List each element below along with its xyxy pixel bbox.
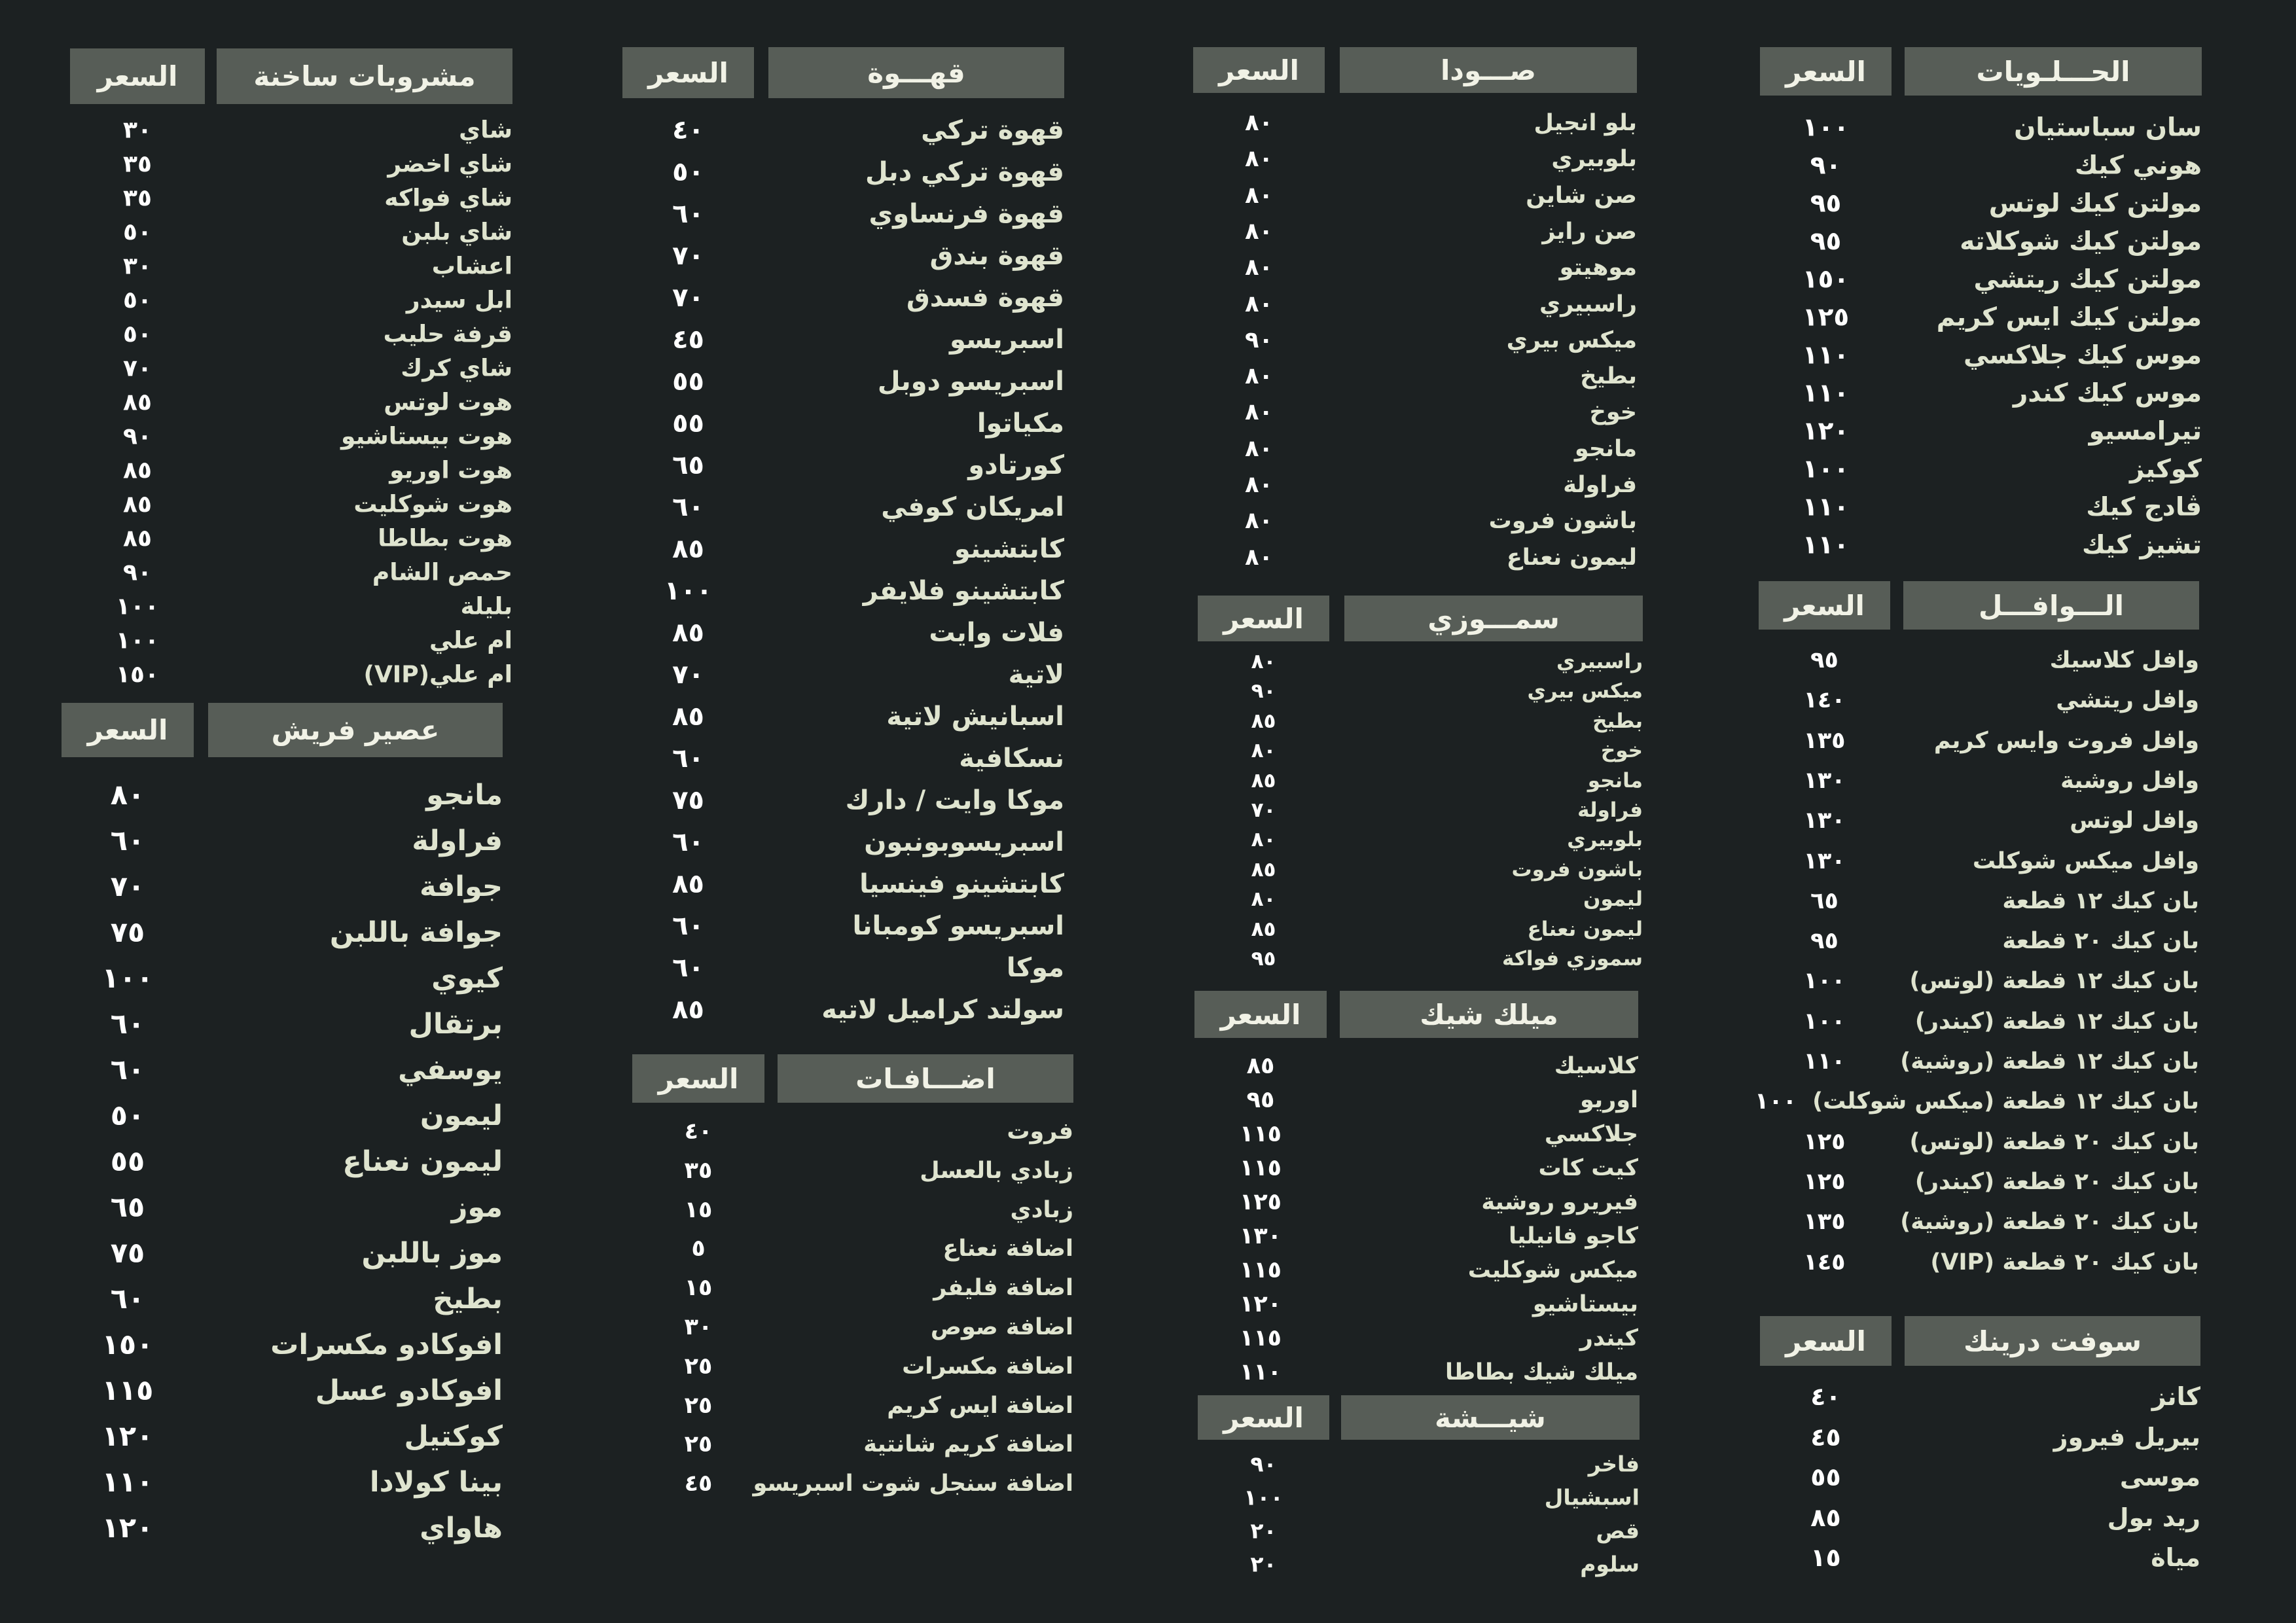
- menu-item-name: ليمون نعناع: [1506, 544, 1637, 571]
- menu-item-name: اعشاب: [431, 253, 512, 280]
- price-column-header: السعر: [622, 47, 754, 98]
- menu-item-name: بطيخ: [1580, 363, 1637, 390]
- menu-item-price: ٨٠: [1245, 218, 1273, 245]
- menu-item-price: ٨٥: [123, 491, 152, 518]
- menu-item-price: ٨٠: [1245, 399, 1273, 426]
- menu-item-name: فلات وايت: [929, 618, 1064, 648]
- menu-item-name: قرفة حليب: [383, 321, 512, 348]
- menu-item-name: هوت لوتس: [384, 389, 512, 416]
- menu-item-price: ٧٠: [672, 660, 704, 690]
- menu-item-price: ٨٠: [1245, 110, 1273, 136]
- menu-item-price: ١٠٠: [1802, 113, 1850, 143]
- menu-item-name: صن رايز: [1542, 218, 1637, 245]
- menu-item-price: ٩٥: [1251, 947, 1276, 971]
- menu-item-name: ام علي(VIP): [363, 661, 512, 688]
- menu-item-name: مكياتوا: [977, 408, 1064, 438]
- menu-item-name: جوافة: [420, 870, 503, 903]
- menu-item-name: موس كيك جلاكسي: [1963, 340, 2202, 370]
- menu-item-price: ١١٥: [101, 1374, 154, 1407]
- menu-item-name: قهوة فسدق: [906, 283, 1064, 313]
- menu-item-name: بليلة: [460, 593, 512, 620]
- menu-item-price: ٨٥: [672, 618, 704, 648]
- price-column-header: السعر: [1198, 596, 1329, 641]
- menu-item-price: ١١٠: [1802, 378, 1850, 408]
- menu-item-price: ٨٠: [1245, 255, 1273, 281]
- menu-item-price: ١٥: [684, 1196, 713, 1223]
- menu-item-name: شاي فواكه: [384, 185, 512, 212]
- section-title: الحـــلـويات: [1905, 47, 2202, 96]
- menu-item-price: ٥٠: [123, 287, 152, 314]
- menu-item-name: بان كيك ١٢ قطعة (كيندر): [1914, 1008, 2199, 1035]
- menu-item-name: نسكافية: [959, 743, 1064, 774]
- menu-item-price: ٧٠: [1251, 798, 1276, 822]
- price-column-header: السعر: [1759, 581, 1890, 630]
- price-column-header: السعر: [1194, 991, 1327, 1038]
- menu-item-name: بان كيك ٢٠ قطعة (VIP): [1930, 1249, 2199, 1275]
- menu-item-name: مولتن كيك شوكلاته: [1960, 226, 2202, 257]
- menu-item-price: ١٣٥: [1803, 727, 1846, 754]
- menu-item-name: اضافة مكسرات: [902, 1353, 1073, 1380]
- menu-item-name: موز باللبن: [361, 1237, 503, 1270]
- menu-item-name: مانجو: [426, 779, 503, 812]
- menu-item-price: ١٣٠: [1803, 767, 1846, 794]
- menu-item-name: وافل لوتس: [2070, 808, 2199, 834]
- menu-item-price: ١٠٠: [1244, 1484, 1283, 1510]
- menu-item-price: ٨٥: [1251, 709, 1276, 733]
- menu-item-name: كابتشينو: [954, 534, 1064, 564]
- menu-item-price: ٨٥: [672, 995, 704, 1025]
- menu-item-price: ١٤٠: [1803, 687, 1846, 714]
- menu-item-price: ٧٠: [672, 283, 704, 313]
- menu-item-name: شاي اخضر: [387, 151, 512, 178]
- menu-item-name: تشيز كيك: [2081, 530, 2202, 560]
- menu-item-price: ٦٥: [672, 450, 704, 480]
- menu-item-price: ٢٠: [1250, 1551, 1277, 1577]
- menu-item-name: زبادي بالعسل: [920, 1157, 1073, 1184]
- menu-item-name: فراولة: [1563, 472, 1637, 498]
- menu-item-price: ١٣٠: [1239, 1223, 1282, 1249]
- menu-item-price: ٦٠: [110, 825, 145, 857]
- menu-item-price: ١٠٠: [116, 593, 159, 620]
- menu-item-price: ٩٥: [1810, 928, 1839, 955]
- menu-item-price: ٨٥: [1251, 857, 1276, 882]
- menu-item-name: وافل روشية: [2060, 767, 2199, 794]
- menu-item-name: بان كيك ١٢ قطعة (لوتس): [1909, 968, 2199, 995]
- menu-item-name: كيت كات: [1538, 1155, 1638, 1181]
- menu-item-name: زبادي: [1010, 1196, 1073, 1223]
- menu-item-name: كابتشينو فينسيا: [859, 869, 1064, 899]
- menu-item-price: ٤٠: [684, 1118, 713, 1145]
- section-title: قهـــوة: [768, 47, 1064, 98]
- menu-item-name: ميكس بيري: [1527, 679, 1643, 704]
- menu-item-name: وافل ريتشي: [2056, 687, 2199, 714]
- menu-item-price: ٥: [691, 1236, 706, 1262]
- menu-item-price: ١٠٠: [101, 962, 154, 995]
- menu-item-price: ١٢٥: [1239, 1189, 1282, 1215]
- menu-item-name: كاجو فانيليا: [1508, 1223, 1638, 1249]
- menu-item-name: قهوة تركي: [921, 115, 1064, 145]
- menu-item-price: ٧٥: [110, 1237, 145, 1270]
- menu-item-price: ١١٠: [1803, 1048, 1846, 1075]
- menu-item-price: ٦٠: [110, 1054, 145, 1086]
- menu-item-price: ٥٥: [110, 1145, 145, 1178]
- menu-item-price: ٨٠: [1251, 887, 1276, 912]
- menu-item-price: ١١٠: [101, 1466, 154, 1499]
- menu-item-price: ٨٠: [1245, 472, 1273, 498]
- menu-item-name: فروت: [1007, 1118, 1073, 1145]
- menu-item-name: قهوة تركي دبل: [865, 157, 1064, 187]
- menu-item-name: بان كيك ١٢ قطعة: [2002, 887, 2199, 914]
- menu-item-price: ٥٥: [672, 408, 704, 438]
- menu-item-name: اضافة سنجل شوت اسبريسو: [753, 1471, 1073, 1497]
- menu-item-name: هاواي: [420, 1512, 503, 1544]
- menu-item-price: ١٢٠: [101, 1420, 154, 1453]
- section-title: سوفت درينك: [1905, 1316, 2200, 1366]
- menu-item-name: مولتن كيك لوتس: [1988, 188, 2202, 219]
- menu-item-name: شاي بلبن: [401, 219, 512, 246]
- menu-item-price: ٧٥: [110, 916, 145, 949]
- menu-item-name: قهوة فرنساوي: [869, 199, 1064, 229]
- menu-item-name: موكا وايت / دارك: [845, 785, 1064, 815]
- menu-item-price: ٤٥: [1810, 1422, 1841, 1452]
- menu-item-price: ٥٠: [672, 157, 704, 187]
- menu-item-name: سولتد كراميل لاتيه: [821, 995, 1064, 1025]
- menu-item-price: ٣٠: [123, 253, 152, 280]
- menu-item-name: كورتادو: [968, 450, 1064, 480]
- menu-item-price: ١٣٥: [1803, 1209, 1846, 1236]
- menu-item-price: ٨٥: [123, 457, 152, 484]
- menu-item-price: ١٥: [1810, 1543, 1841, 1572]
- price-column-header: السعر: [62, 703, 194, 757]
- menu-item-name: بطيخ: [1592, 709, 1643, 733]
- section-title: صـــودا: [1340, 47, 1637, 93]
- menu-item-price: ١٥٠: [101, 1329, 154, 1361]
- section-title: سمـــوزي: [1344, 596, 1643, 641]
- menu-item-name: ليمون: [420, 1099, 503, 1132]
- menu-item-price: ٧٠: [110, 870, 145, 903]
- menu-item-name: افوكادو مكسرات: [270, 1329, 503, 1361]
- menu-item-name: فراولة: [1577, 798, 1643, 822]
- menu-item-price: ١٢٠: [1239, 1291, 1282, 1317]
- menu-item-name: شاي: [459, 116, 512, 144]
- menu-item-name: كابتشينو فلايفر: [863, 576, 1064, 606]
- menu-item-price: ٨٥: [123, 525, 152, 552]
- menu-item-price: ٨٥: [672, 702, 704, 732]
- menu-item-name: تيرامسيو: [2089, 416, 2202, 446]
- menu-item-name: حمص الشام: [372, 559, 512, 586]
- menu-item-price: ١١٠: [1802, 530, 1850, 560]
- menu-item-price: ٨٠: [1245, 435, 1273, 462]
- menu-item-price: ٦٠: [110, 1008, 145, 1041]
- menu-item-name: كوكيز: [2130, 454, 2202, 484]
- menu-item-name: بان كيك ٢٠ قطعة (لوتس): [1909, 1128, 2199, 1155]
- menu-item-price: ٢٥: [684, 1431, 713, 1458]
- menu-item-price: ٨٠: [1245, 544, 1273, 571]
- menu-item-name: افوكادو عسل: [315, 1374, 503, 1407]
- menu-item-price: ٨٥: [672, 869, 704, 899]
- price-column-header: السعر: [70, 48, 205, 104]
- menu-item-name: ريد بول: [2107, 1503, 2200, 1532]
- menu-item-price: ٢٠: [1250, 1518, 1277, 1544]
- menu-item-name: بان كيك ٢٠ قطعة: [2002, 928, 2199, 955]
- menu-item-price: ١٢٠: [1802, 416, 1850, 446]
- menu-item-price: ٩٠: [1250, 1451, 1277, 1477]
- menu-item-name: اضافة فليفر: [933, 1275, 1073, 1302]
- menu-item-price: ٢٥: [684, 1353, 713, 1380]
- menu-item-price: ٦٠: [672, 827, 704, 857]
- menu-item-price: ٢٥: [684, 1392, 713, 1419]
- menu-item-price: ١٣٠: [1803, 847, 1846, 874]
- menu-item-price: ٩٠: [123, 423, 152, 450]
- menu-item-price: ٩٠: [1245, 327, 1273, 353]
- menu-item-name: بان كيك ١٢ قطعة (ميكس شوكلت): [1812, 1088, 2199, 1115]
- menu-item-name: قص: [1596, 1518, 1640, 1544]
- menu-item-name: بيريل فيروز: [2053, 1422, 2200, 1452]
- price-column-header: السعر: [1193, 47, 1325, 93]
- menu-item-price: ٦٠: [672, 911, 704, 941]
- menu-item-name: ميكس بيري: [1506, 327, 1637, 353]
- menu-item-name: شاي كرك: [401, 355, 512, 382]
- section-title: ميلك شيك: [1340, 991, 1638, 1038]
- menu-item-name: كانز: [2151, 1382, 2200, 1411]
- menu-item-name: بلوبيري: [1551, 146, 1637, 173]
- menu-item-price: ٩٠: [1251, 679, 1276, 704]
- menu-item-name: اسبريسو كومبانا: [852, 911, 1064, 941]
- menu-item-name: موكا: [1006, 953, 1064, 983]
- menu-item-name: كيندر: [1579, 1325, 1638, 1351]
- menu-item-name: بان كيك ١٢ قطعة (روشية): [1900, 1048, 2199, 1075]
- menu-item-price: ٣٠: [123, 116, 152, 144]
- menu-item-price: ٧٥: [672, 785, 704, 815]
- menu-item-name: ڤادج كيك: [2086, 492, 2202, 522]
- menu-item-name: بينا كولادا: [369, 1466, 503, 1499]
- menu-item-name: ام علي: [429, 627, 512, 654]
- section-title: شيـــشة: [1341, 1395, 1640, 1440]
- menu-item-name: موس كيك كندر: [2013, 378, 2202, 408]
- menu-item-price: ١٤٥: [1803, 1249, 1846, 1275]
- menu-item-name: اسبانيش لاتية: [886, 702, 1064, 732]
- menu-item-name: يوسفي: [398, 1054, 503, 1086]
- menu-item-price: ٩٠: [123, 559, 152, 586]
- menu-item-name: بلوبيري: [1567, 828, 1643, 852]
- menu-item-name: اسبريسو: [949, 325, 1064, 355]
- menu-item-name: فراولة: [412, 825, 503, 857]
- menu-item-name: باشون فروت: [1511, 857, 1643, 882]
- menu-item-name: بلو انجيل: [1534, 110, 1637, 136]
- menu-item-name: اسبريسوبونبون: [864, 827, 1064, 857]
- menu-item-name: ابل سيدر: [406, 287, 512, 314]
- menu-item-name: هوني كيك: [2074, 151, 2202, 181]
- menu-item-name: ليمون نعناع: [342, 1145, 503, 1178]
- price-column-header: السعر: [632, 1054, 764, 1103]
- menu-item-name: مولتن كيك ايس كريم: [1936, 302, 2202, 332]
- menu-item-name: اضافة نعناع: [942, 1236, 1073, 1262]
- menu-item-price: ٨٥: [123, 389, 152, 416]
- menu-item-name: قهوة بندق: [929, 241, 1064, 271]
- menu-item-price: ١١٥: [1239, 1257, 1282, 1283]
- menu-item-price: ٣٥: [684, 1157, 713, 1184]
- menu-item-name: ليمون نعناع: [1527, 917, 1643, 941]
- menu-item-name: ليمون: [1583, 887, 1643, 912]
- menu-item-name: امريكان كوفي: [881, 492, 1064, 522]
- menu-item-price: ٤٠: [1810, 1382, 1841, 1411]
- menu-item-name: وافل فروت وايس كريم: [1933, 727, 2199, 754]
- menu-item-price: ٨٠: [110, 779, 145, 812]
- menu-item-price: ٦٠: [672, 953, 704, 983]
- menu-item-price: ١١٠: [1239, 1359, 1282, 1385]
- menu-item-name: خوخ: [1589, 399, 1637, 426]
- menu-item-name: هوت اوريو: [389, 457, 512, 484]
- menu-item-name: جوافة باللبن: [329, 916, 503, 949]
- menu-item-name: موهيتو: [1559, 255, 1637, 281]
- section-title: مشروبات ساخنة: [217, 48, 512, 104]
- menu-item-price: ٣٥: [123, 185, 152, 212]
- menu-item-name: سموزي فواكة: [1502, 947, 1643, 971]
- menu-item-price: ٧٠: [123, 355, 152, 382]
- menu-item-price: ٨٠: [1245, 291, 1273, 317]
- menu-item-price: ٩٥: [1810, 647, 1839, 673]
- menu-item-price: ٨٠: [1251, 650, 1276, 673]
- menu-item-name: اسبشيال: [1544, 1484, 1640, 1510]
- menu-item-price: ١٠٠: [664, 576, 713, 606]
- menu-item-name: جلاكسي: [1544, 1121, 1638, 1147]
- menu-item-name: فاخر: [1588, 1451, 1640, 1477]
- menu-item-name: مياة: [2151, 1543, 2200, 1572]
- menu-item-price: ٨٠: [1245, 363, 1273, 390]
- menu-item-name: لاتية: [1008, 660, 1064, 690]
- menu-item-price: ٨٥: [1810, 1503, 1841, 1532]
- menu-item-name: صن شاين: [1526, 182, 1637, 209]
- menu-item-price: ٣٥: [123, 151, 152, 178]
- menu-item-price: ١٥: [684, 1275, 713, 1302]
- menu-item-name: بطيخ: [433, 1283, 503, 1315]
- menu-item-price: ٦٠: [672, 199, 704, 229]
- menu-item-name: بان كيك ٢٠ قطعة (روشية): [1900, 1209, 2199, 1236]
- menu-item-name: كوكتيل: [404, 1420, 503, 1453]
- menu-item-price: ٨٥: [1246, 1053, 1275, 1079]
- menu-item-name: ميكس شوكليت: [1467, 1257, 1638, 1283]
- menu-item-name: هوت شوكليت: [353, 491, 512, 518]
- menu-item-name: مولتن كيك ريتشي: [1973, 264, 2202, 294]
- menu-item-price: ١٠٠: [1803, 1008, 1846, 1035]
- menu-item-name: هوت بطاطا: [378, 525, 512, 552]
- menu-item-price: ٨٥: [672, 534, 704, 564]
- menu-item-name: كلاسيك: [1554, 1053, 1638, 1079]
- menu-item-price: ١٠٠: [1803, 968, 1846, 995]
- menu-item-price: ٣٠: [684, 1314, 713, 1340]
- menu-item-price: ١٢٥: [1802, 302, 1850, 332]
- menu-item-name: اضافة كريم شانتية: [863, 1431, 1073, 1458]
- menu-item-name: اضافة صوص: [930, 1314, 1073, 1340]
- menu-item-name: بان كيك ٢٠ قطعة (كيندر): [1914, 1168, 2199, 1195]
- menu-item-price: ٥٠: [123, 219, 152, 246]
- menu-item-price: ٨٥: [1251, 768, 1276, 793]
- menu-item-price: ٨٠: [1251, 828, 1276, 852]
- menu-item-price: ٤٥: [672, 325, 704, 355]
- price-column-header: السعر: [1198, 1395, 1329, 1440]
- menu-item-name: وافل كلاسيك: [2049, 647, 2199, 673]
- menu-item-price: ١٣٠: [1803, 808, 1846, 834]
- menu-item-name: خوخ: [1600, 739, 1643, 763]
- menu-item-price: ١١٠: [1802, 492, 1850, 522]
- menu-item-price: ٨٠: [1245, 508, 1273, 535]
- menu-item-price: ١١٠: [1802, 340, 1850, 370]
- menu-item-name: اسبريسو دوبل: [877, 366, 1064, 397]
- menu-item-price: ٨٠: [1245, 146, 1273, 173]
- menu-item-price: ٥٥: [672, 366, 704, 397]
- menu-item-price: ٦٠: [672, 743, 704, 774]
- menu-item-price: ٧٠: [672, 241, 704, 271]
- menu-item-price: ٥٠: [110, 1099, 145, 1132]
- menu-item-price: ٦٥: [110, 1191, 145, 1224]
- menu-item-name: راسبيري: [1539, 291, 1637, 317]
- menu-item-name: باشون فروت: [1488, 508, 1637, 535]
- menu-item-name: وافل ميكس شوكلت: [1972, 847, 2199, 874]
- menu-item-price: ٦٠: [672, 492, 704, 522]
- menu-item-name: كيوي: [431, 962, 503, 995]
- menu-item-price: ٩٥: [1810, 188, 1842, 219]
- section-title: اضـــافـات: [778, 1054, 1073, 1103]
- menu-item-name: مانجو: [1574, 435, 1637, 462]
- menu-item-price: ١٢٥: [1803, 1128, 1846, 1155]
- section-title: الـــوافـــل: [1903, 581, 2199, 630]
- menu-item-name: ميلك شيك بطاطا: [1445, 1359, 1638, 1385]
- menu-item-name: اوريو: [1580, 1087, 1638, 1113]
- menu-item-price: ١٠٠: [1755, 1088, 1797, 1115]
- menu-item-price: ١١٥: [1239, 1155, 1282, 1181]
- menu-item-price: ٥٥: [1810, 1463, 1841, 1491]
- menu-item-name: فيريرو روشية: [1481, 1189, 1638, 1215]
- menu-item-price: ٩٥: [1246, 1087, 1275, 1113]
- menu-item-price: ٨٠: [1251, 739, 1276, 763]
- menu-item-price: ٨٥: [1251, 917, 1276, 941]
- menu-item-price: ٩٥: [1810, 226, 1842, 257]
- menu-item-name: سلوم: [1580, 1551, 1640, 1577]
- menu-item-price: ٤٠: [672, 115, 704, 145]
- menu-item-price: ٨٠: [1245, 182, 1273, 209]
- menu-item-price: ١٠٠: [1802, 454, 1850, 484]
- menu-item-name: برتقال: [408, 1008, 503, 1041]
- menu-item-price: ١٥٠: [116, 661, 159, 688]
- menu-item-price: ٦٥: [1810, 887, 1839, 914]
- menu-item-price: ١١٥: [1239, 1121, 1282, 1147]
- menu-item-price: ٩٠: [1810, 151, 1842, 181]
- menu-item-name: بيستاشيو: [1532, 1291, 1638, 1317]
- menu-item-price: ٦٠: [110, 1283, 145, 1315]
- menu-item-name: هوت بيستاشيو: [341, 423, 512, 450]
- section-title: عصير فريش: [208, 703, 503, 757]
- menu-item-price: ١٢٠: [101, 1512, 154, 1544]
- menu-item-name: اضافة ايس كريم: [887, 1392, 1073, 1419]
- price-column-header: السعر: [1760, 47, 1892, 96]
- menu-item-name: موز: [451, 1191, 503, 1224]
- menu-item-price: ١١٥: [1239, 1325, 1282, 1351]
- menu-item-name: راسبيري: [1556, 650, 1643, 673]
- menu-item-price: ١٠٠: [116, 627, 159, 654]
- price-column-header: السعر: [1760, 1316, 1892, 1366]
- menu-item-name: مانجو: [1587, 768, 1643, 793]
- menu-item-name: سان سباستيان: [2014, 113, 2202, 143]
- menu-item-price: ٥٠: [123, 321, 152, 348]
- menu-item-price: ١٢٥: [1803, 1168, 1846, 1195]
- menu-item-price: ٤٥: [684, 1471, 713, 1497]
- menu-item-name: موسى: [2119, 1463, 2200, 1491]
- menu-item-price: ١٥٠: [1802, 264, 1850, 294]
